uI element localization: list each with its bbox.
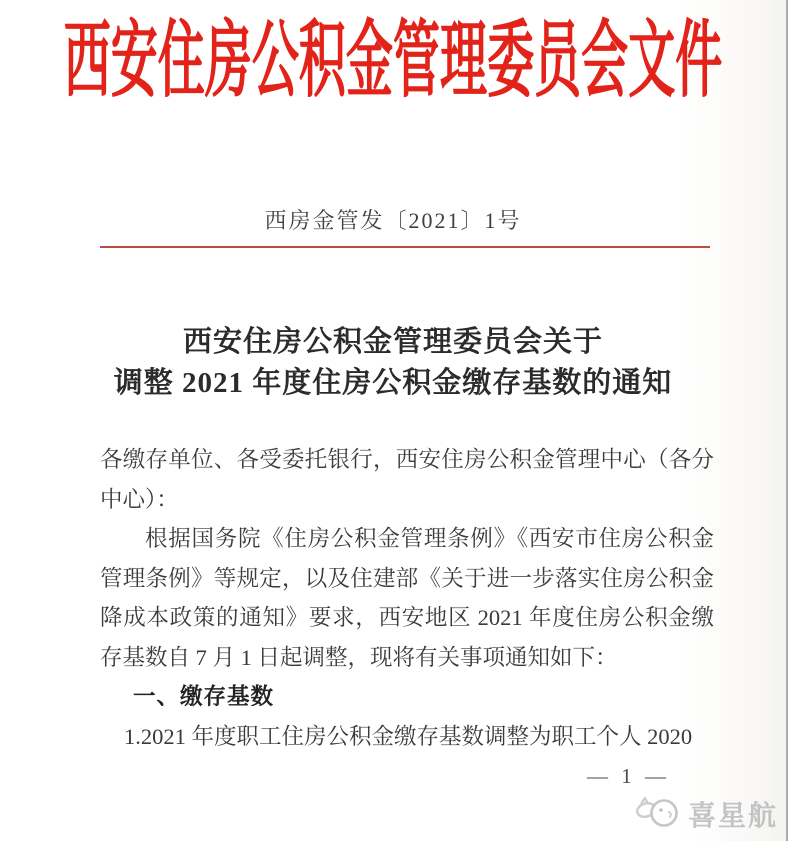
page-number: — 1 — — [587, 764, 670, 788]
notice-title-line1: 西安住房公积金管理委员会关于 — [182, 326, 603, 358]
document-number: 西房金管发〔2021〕1号 — [264, 208, 522, 233]
section-heading: 一、缴存基数 — [133, 684, 275, 709]
document-body — [100, 440, 714, 756]
intro-paragraph: 根据国务院《住房公积金管理条例》《西安市住房公积金管理条例》等规定，以及住建部《关于进一步落实住房公积金降成本政策的通知》要求，西安地区 2021 年度住房公积金缴存基数自 7 月 1 日起调整，现将有关事项通知如下： — [100, 526, 714, 670]
mascot-icon — [635, 792, 683, 835]
watermark-label: 喜星航 — [687, 799, 778, 831]
letterhead — [0, 14, 786, 110]
notice-title-line2: 调整 2021 年度住房公积金缴存基数的通知 — [113, 367, 673, 399]
salutation-paragraph: 各缴存单位、各受委托银行，西安住房公积金管理中心（各分中心）： — [100, 447, 714, 512]
notice-title — [0, 322, 786, 404]
watermark — [635, 792, 778, 835]
letterhead-title: 西安住房公积金管理委员会文件 — [63, 15, 723, 108]
red-divider-rule — [100, 246, 710, 248]
item-paragraph: 1.2021 年度职工住房公积金缴存基数调整为职工个人 2020 — [124, 723, 693, 749]
